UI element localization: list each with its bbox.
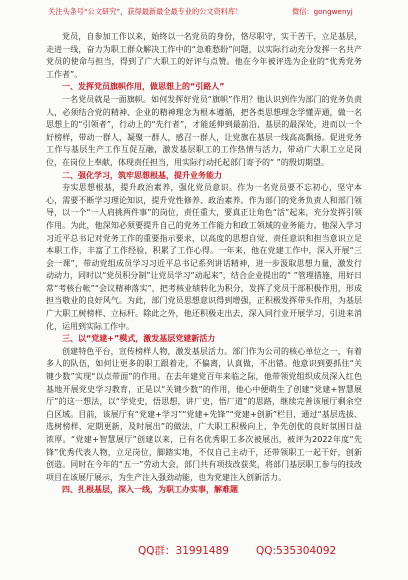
section-2-paragraph: 夯实思想根基，提升政治素养，强化党员意识。作为一名党员要不忘初心，坚守本心，需要不断学习理论知识，提升党性修养、政治素养。作为部门的党务负责人和部门领导，以一个“一人肩挑两件事”的岗位，责任重大，要真正让角色“活”起来，充分发挥引领作用。为此，他深知必须要提升自己的党务工作能力和政工领域的业务能力。他深入学习习近平总书记对党务工作的重要指示要求，以高度的思想自觉、责任意识和担当意识立足本职工作，丰富了工作经验，积累了工作心得。一年来，他在党建工作中，深入开展“三会一课”，带动党组成员学习习近平总书记系列讲话精神，进一步汲取思想力量，激发行动动力，同时以“党员积分制”让党员学习“动起来”，结合企业提出的“ ”管理措施，用好日常“考核台帐”“会议精神落实”，把考核业绩转化为积分，发挥了党员干部积极作用，形成担当敬业的良好风气。为此，部门党员思想意识得到增强，正积极发挥带头作用，为基层广大职工树榜样、立标杆。除此之外，他还积极走出去，深入同行业开展学习，引进来消化，运用到实际工作中。 bbox=[46, 183, 362, 331]
footer-qq-number: QQ:535304092 bbox=[256, 545, 337, 557]
section-1-paragraph: 一名党员就是一面旗帜。如何发挥好党员“旗帜”作用？他认识到作为部门的党务负责人，必须结合党的精神、企业的精神理念为根本遵循，把各类思想理念学懂弄通，做一名思想上的“引领者”，行动上的“先行者”，才能延伸到最前沿、基层的最深处，进而以一个好榜样，带动一群人，凝聚一群人，感召一群人，让党旗在基层一线高高飘扬。促进党务工作与基层生产工作互促互融，激发基层职工的工作热情与活力，带动广大职工立足岗位，在岗位上奉献，体现责任担当，用实际行动托起部门寄予的“ ”的殷切期望。 bbox=[46, 94, 362, 167]
intro-paragraph: 党员，自参加工作以来，始终以一名党员的身份，恪尽职守，实干苦干，立足基层，走进一线，奋力为职工群众解决工作中的“急难愁盼”问题，以实际行动充分发挥一名共产党员的使命与担当，得到了广大职工的好评与点赞。他在今年被评选为企业的“优秀党务工作者”。 bbox=[46, 32, 362, 79]
section-2-heading: 二、强化学习，筑牢思想根基，提升业务能力 bbox=[62, 170, 222, 180]
document-body bbox=[46, 31, 362, 497]
footer-qq-group: QQ群：31991489 bbox=[138, 545, 229, 557]
header-promo-text: 关注头条号“公文研究”，获得最新最全最专业的公文资料库！ bbox=[48, 7, 243, 16]
section-1-heading: 一、发挥党员旗帜作用，做思想上的“引路人” bbox=[62, 82, 225, 92]
section-3-heading: 三、以“党建+”模式，激发基层党建新活力 bbox=[62, 334, 216, 344]
section-4-heading: 四、扎根基层，深入一线，为职工办实事，解难题 bbox=[62, 485, 238, 495]
section-3-paragraph: 创建特色平台，宣传榜样人物，激发基层活力。部门作为公司的核心单位之一，有着多人的队伍，如何让更多的职工跟着走，不偏离，认真做，不出错。他意识到要抓住“关键少数”实现“以点带面”的作用。在去年建党百年来临之际，他带领党组织成员深入红色基地开展党史学习教育，正是以“关键少数”的作用，他心中便萌生了创建“党建+智慧展厅”的这一想法，以“学党史，悟思想，讲厂史，悟厂道”的思路，继续完善该展厅剩余空白区域。目前，该展厅有“党建+学习”“党建+先锋”“党建+创新”栏目，通过“基层选拔、选树榜样，定期更新，及时展出”的做法，广大职工积极向上、争先创优的良好氛围日益浓厚。“党建+智慧展厅”创建以来，已有名优秀职工多次被展出，被评为2022年度“先锋”优秀代表人物，立足岗位，脚踏实地，不仅自己主动干，还带领职工一起干好，创新创造。同时在今年的“五一”劳动大会，部门共有项技改获奖，将部门基层职工参与的技改项目在该展厅展示，为生产注入强劲动能，也为党建注入创新活力。 bbox=[46, 346, 362, 482]
header-wechat-id: 微信：gongwenyj bbox=[292, 7, 353, 16]
